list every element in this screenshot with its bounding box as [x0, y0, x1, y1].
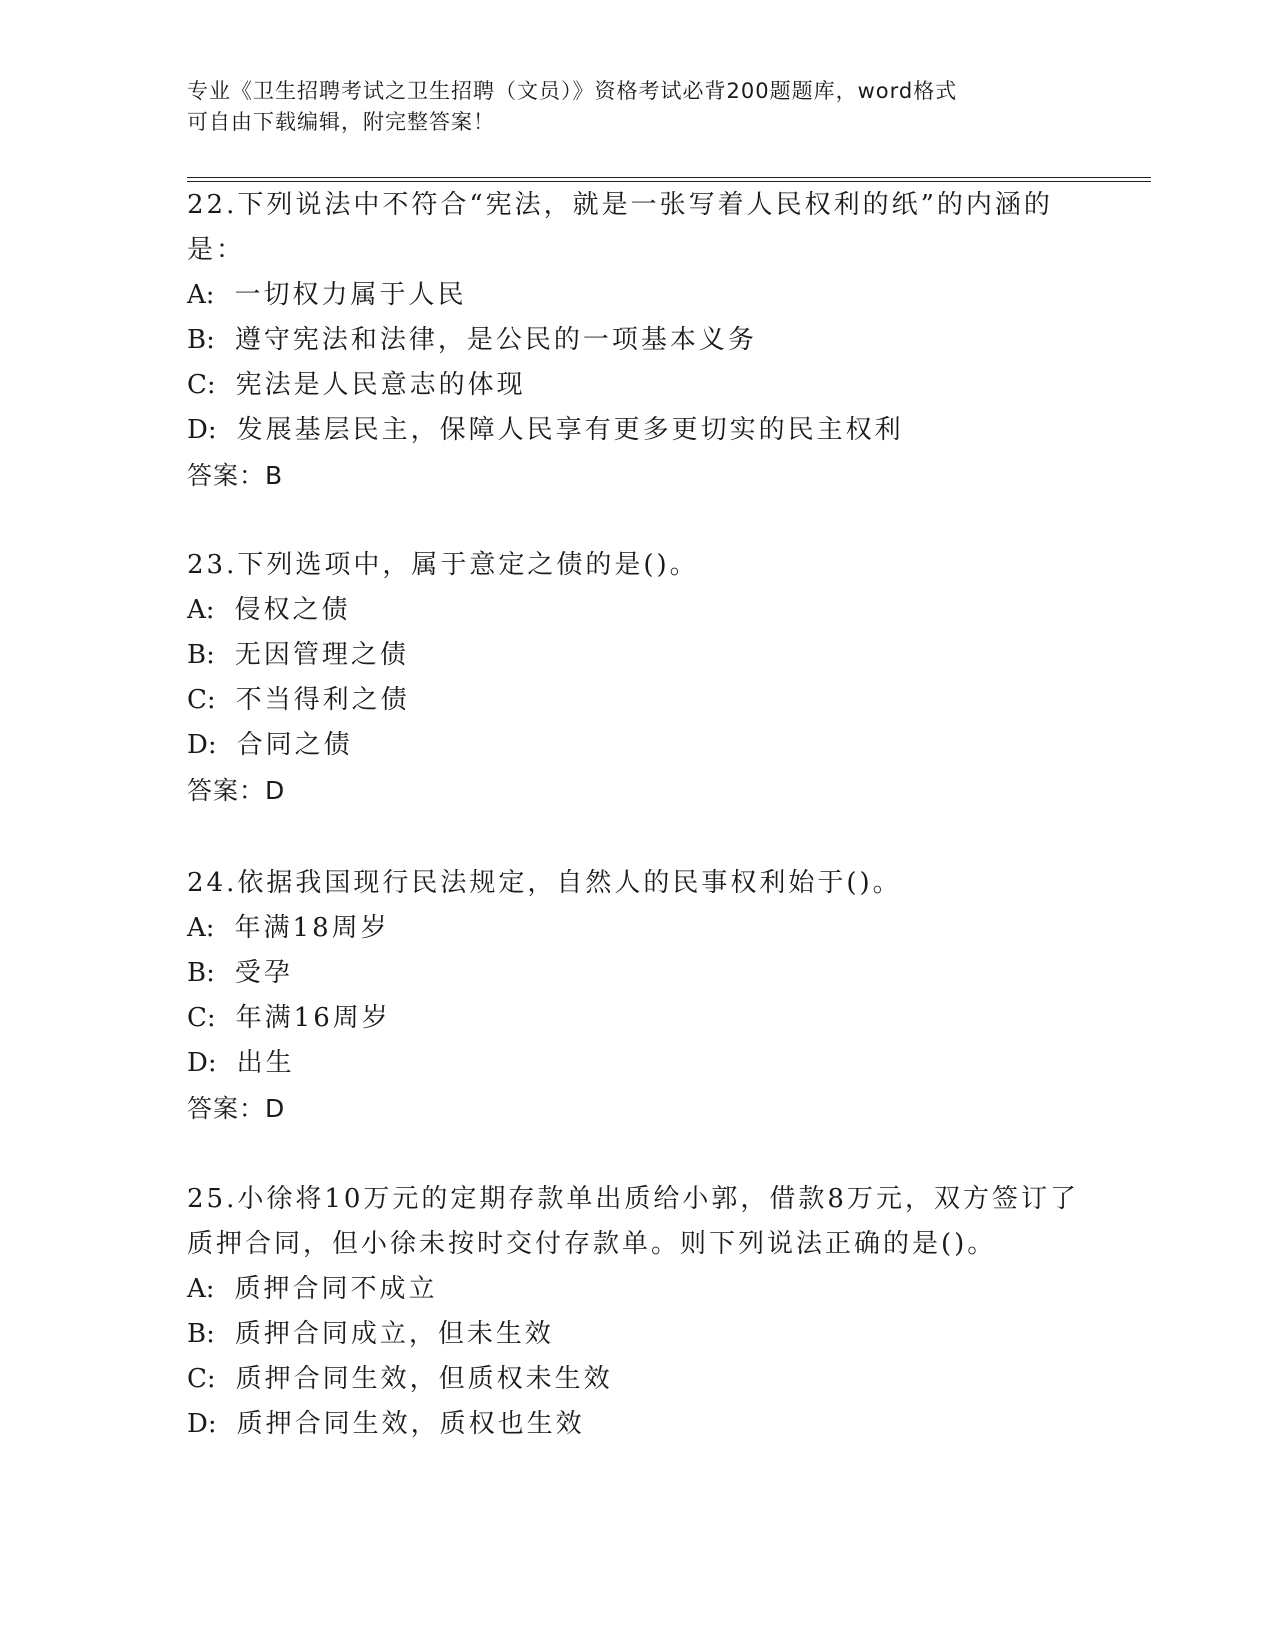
option-text: 出生 [236, 1048, 295, 1078]
option-text: 质押合同成立，但未生效 [234, 1319, 554, 1349]
option-d [187, 723, 1087, 768]
option-text: 质押合同生效，质权也生效 [236, 1409, 585, 1439]
option-text: 不当得利之债 [235, 685, 410, 715]
option-letter: A: [187, 280, 215, 310]
header-divider-top [187, 177, 1151, 178]
option-text: 遵守宪法和法律，是公民的一项基本义务 [234, 325, 757, 355]
option-text: 无因管理之债 [234, 640, 409, 670]
option-text: 质押合同不成立 [234, 1274, 438, 1304]
option-text: 一切权力属于人民 [234, 280, 467, 310]
question-stem: 22.下列说法中不符合“宪法，就是一张写着人民权利的纸”的内涵的是： [187, 190, 1053, 265]
option-text: 宪法是人民意志的体现 [235, 370, 526, 400]
document-header [187, 76, 1067, 138]
option-c [187, 1357, 1087, 1402]
option-b [187, 1312, 1087, 1357]
header-line-1: 专业《卫生招聘考试之卫生招聘（文员）》资格考试必背200题题库，word格式 [187, 79, 958, 103]
option-a [187, 1267, 1087, 1312]
answer: 答案：D [187, 1094, 286, 1123]
option-d [187, 408, 1087, 453]
option-letter: A: [187, 595, 215, 625]
option-a [187, 273, 1087, 318]
option-c [187, 363, 1087, 408]
option-letter: B: [187, 640, 215, 670]
option-letter: A: [187, 1274, 215, 1304]
question-25 [187, 1177, 1087, 1447]
header-divider-bottom [187, 181, 1151, 182]
option-letter: D: [187, 730, 217, 760]
option-letter: B: [187, 325, 215, 355]
option-d [187, 1402, 1087, 1447]
option-letter: A: [187, 913, 215, 943]
option-c [187, 678, 1087, 723]
option-text: 质押合同生效，但质权未生效 [235, 1364, 613, 1394]
option-letter: C: [187, 1364, 216, 1394]
answer: 答案：B [187, 461, 284, 490]
option-letter: B: [187, 1319, 215, 1349]
answer: 答案：D [187, 776, 286, 805]
option-d [187, 1041, 1087, 1086]
option-letter: D: [187, 1409, 217, 1439]
option-text: 受孕 [234, 958, 293, 988]
option-letter: C: [187, 370, 216, 400]
question-stem: 24.依据我国现行民法规定，自然人的民事权利始于()。 [187, 868, 902, 898]
question-22 [187, 183, 1087, 498]
option-c [187, 996, 1087, 1041]
option-letter: D: [187, 415, 217, 445]
option-letter: B: [187, 958, 215, 988]
header-line-2: 可自由下载编辑，附完整答案！ [187, 110, 495, 134]
option-text: 年满16周岁 [235, 1003, 391, 1033]
option-letter: D: [187, 1048, 217, 1078]
option-letter: C: [187, 685, 216, 715]
option-a [187, 906, 1087, 951]
option-b [187, 951, 1087, 996]
question-stem: 25.小徐将10万元的定期存款单出质给小郭，借款8万元，双方签订了质押合同，但小徐未按时交付存款单。则下列说法正确的是()。 [187, 1184, 1079, 1259]
option-text: 年满18周岁 [234, 913, 390, 943]
option-b [187, 318, 1087, 363]
option-a [187, 588, 1087, 633]
question-24 [187, 861, 1087, 1131]
option-text: 侵权之债 [234, 595, 351, 625]
option-text: 合同之债 [236, 730, 353, 760]
option-text: 发展基层民主，保障人民享有更多更切实的民主权利 [236, 415, 904, 445]
option-b [187, 633, 1087, 678]
question-stem: 23.下列选项中，属于意定之债的是()。 [187, 550, 699, 580]
option-letter: C: [187, 1003, 216, 1033]
question-23 [187, 543, 1087, 813]
